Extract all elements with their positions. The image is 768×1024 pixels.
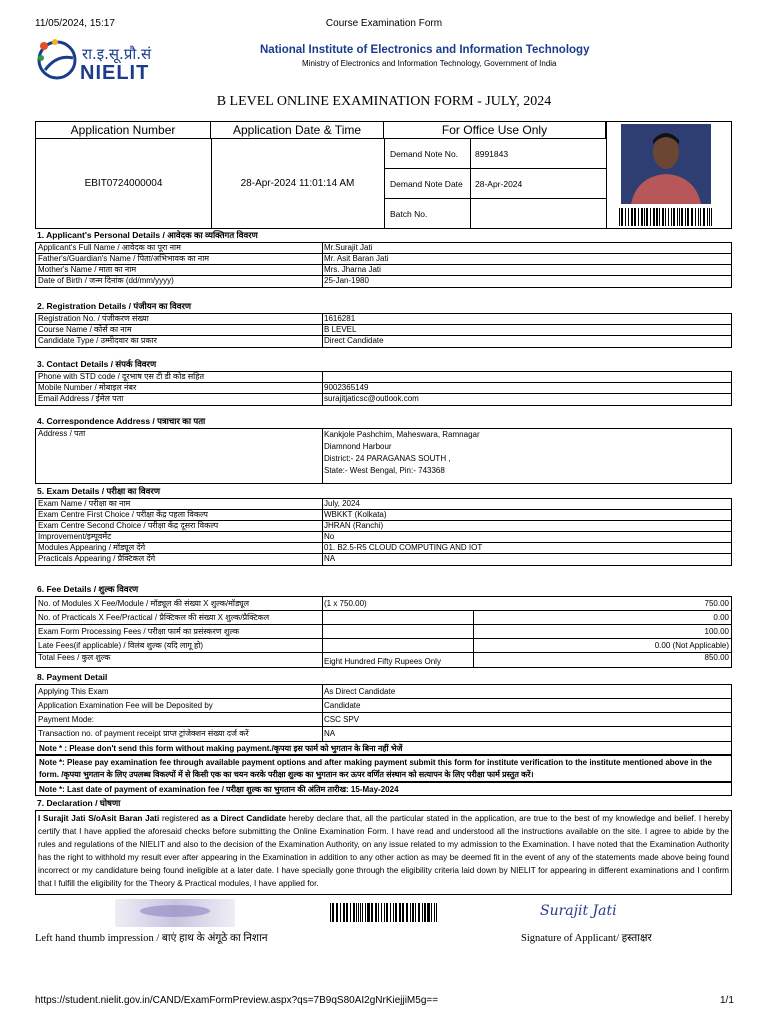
demand-note-date-label: Demand Note Date xyxy=(390,179,463,189)
fee-details-table xyxy=(35,596,732,668)
photo-barcode xyxy=(619,208,713,226)
applicant-photo xyxy=(621,124,711,204)
personal-details-table xyxy=(35,242,732,288)
section-declaration-title: 7. Declaration / घोषणा xyxy=(37,798,121,808)
modules-appearing: 01. B2.5-R5 CLOUD COMPUTING AND IOT xyxy=(324,543,483,552)
table-row: Father's/Guardian's Name / पिता/अभिभावक का नाम Mr. Asit Baran Jati xyxy=(36,254,731,265)
ministry-name: Ministry of Electronics and Information Technology, Government of India xyxy=(302,59,557,68)
thumb-print-mark xyxy=(140,905,210,917)
print-title: Course Examination Form xyxy=(325,18,443,29)
total-fee-words: Eight Hundred Fifty Rupees Only xyxy=(324,657,441,666)
section-exam-title: 5. Exam Details / परीक्षा का विवरण xyxy=(37,486,160,496)
table-row: Practicals Appearing / प्रैक्टिकल देंगे NA xyxy=(38,554,336,563)
table-row: Exam Centre Second Choice / परीक्षा केंद्र दूसरा विकल्प JHRAN (Ranchi) xyxy=(36,521,731,532)
print-page: 1/1 xyxy=(720,995,734,1006)
total-fee: 850.00 xyxy=(473,653,731,667)
table-row: Candidate Type / उम्मीदवार का प्रकार Direct Candidate xyxy=(38,336,384,345)
table-row: Late Fees(if applicable) / विलंब शुल्क (यदि लागू हो) 0.00 (Not Applicable) xyxy=(36,639,731,653)
print-datetime: 11/05/2024, 15:17 xyxy=(35,18,115,29)
contact-details-table xyxy=(35,371,732,406)
table-row: Mobile Number / मोबाइल नंबर 9002365149 xyxy=(36,383,731,394)
table-row: Date of Birth / जन्म दिनांक (dd/mm/yyyy) 25-Jan-1980 xyxy=(36,276,731,287)
header-application-date: Application Date & Time xyxy=(211,122,384,139)
mobile-number: 9002365149 xyxy=(324,383,369,392)
table-row: Phone with STD code / दूरभाष एस टी डी कोड सहित xyxy=(36,372,731,383)
section-personal-title: 1. Applicant's Personal Details / आवेदक का व्यक्तिगत विवरण xyxy=(37,230,258,240)
email-address: surajitjaticsc@outlook.com xyxy=(324,394,419,403)
applicant-signature: Surajit Jati xyxy=(540,903,617,919)
logo-english: NIELIT xyxy=(80,62,150,84)
form-title: B LEVEL ONLINE EXAMINATION FORM - JULY, 2024 xyxy=(216,94,552,109)
note-payment-instructions: Note *: Please pay examination fee through available payment options and after making payment submit this form for institute verification to the institute mentioned above in the form. /कृपया भुगतान के लिए उपलब्ध विकल्पों में से किसी एक का चयन करके परीक्षा शुल्क का भुगतान कर ऊपर वर्णित संस्थान को सत्यापन के लिए परीक्षा फार्म प्रस्तुत करें। xyxy=(35,755,732,782)
section-payment-title: 8. Payment Detail xyxy=(37,672,108,682)
signature-caption: Signature of Applicant/ हस्ताक्षर xyxy=(521,933,652,944)
note-last-date: Note *: Last date of payment of examination fee / परीक्षा शुल्क का भुगतान की अंतिम तारीख: 15-May-2024 xyxy=(35,782,732,796)
print-url: https://student.nielit.gov.in/CAND/ExamFormPreview.aspx?qs=7B9qS80AI2gNrKiejjiM5g== xyxy=(35,995,439,1006)
table-row: Email Address / ईमेल पता surajitjaticsc@outlook.com xyxy=(36,394,731,405)
section-contact-title: 3. Contact Details / संपर्क विवरण xyxy=(37,359,157,369)
table-row: No. of Practicals X Fee/Practical / प्रैक्टिकल की संख्या X शुल्क/प्रैक्टिकल 0.00 xyxy=(36,611,731,625)
note-no-payment: Note * : Please don't send this form without making payment./कृपया इस फार्म को भुगतान के बिना नहीं भेजें xyxy=(35,741,732,755)
logo-hindi: रा.इ.सू.प्रौ.सं xyxy=(82,45,152,63)
registration-details-table xyxy=(35,313,732,348)
table-row: Exam Form Processing Fees / परीक्षा फार्म का प्रसंस्करण शुल्क 100.00 xyxy=(36,625,731,639)
nielit-logo-icon xyxy=(35,36,79,84)
exam-details-table xyxy=(35,498,732,566)
application-number: EBIT0724000004 xyxy=(84,178,163,189)
date-of-birth: 25-Jan-1980 xyxy=(324,276,369,285)
table-row: Exam Name / परीक्षा का नाम July, 2024 xyxy=(36,499,731,510)
table-row: Applicant's Full Name / आवेदक का पूरा नाम Mr.Surajit Jati xyxy=(36,243,731,254)
table-row: Exam Centre First Choice / परीक्षा केंद्र पहला विकल्प WBKKT (Kolkata) xyxy=(36,510,731,521)
table-row: Application Examination Fee will be Deposited by Candidate xyxy=(36,699,731,713)
table-row: Address / पता Kankjole Pashchim, Maheswara, Ramnagar Diamnond Harbour District:- 24 PARAGANAS SOUTH , State:- West Bengal, Pin:- 743368 xyxy=(36,429,731,483)
mother-name: Mrs. Jharna Jati xyxy=(324,265,381,274)
demand-note-no-label: Demand Note No. xyxy=(390,149,459,159)
table-row: Total Fees / कुल शुल्क Eight Hundred Fifty Rupees Only 850.00 xyxy=(38,653,729,666)
institute-name: National Institute of Electronics and Information Technology xyxy=(260,44,590,56)
header-application-number: Application Number xyxy=(36,122,211,139)
table-row: Course Name / कोर्स का नाम B LEVEL xyxy=(36,325,731,336)
section-fee-title: 6. Fee Details / शुल्क विवरण xyxy=(37,584,139,594)
office-use-box xyxy=(384,139,606,228)
header-office-use: For Office Use Only xyxy=(384,122,606,139)
address-table xyxy=(35,428,732,484)
application-header-table xyxy=(35,121,732,229)
thumb-caption: Left hand thumb impression / बाएं हाथ के अंगूठे का निशान xyxy=(35,933,268,944)
applicant-name: Mr.Surajit Jati xyxy=(324,243,373,252)
application-date: 28-Apr-2024 11:01:14 AM xyxy=(240,178,355,189)
declaration-text: I Surajit Jati S/oAsit Baran Jati registered as a Direct Candidate hereby declare that, all the particular stated in the application, are true to the best of my knowledge and belief. I hereby certify that I have applied the aforesaid checks before submitting the Online Examination Form. I have read and understood all the instructions available on the site. I agree to abide by the rules and regulations of the NIELIT and also to the decision of the Examination Authority, on any issue related to my admission to the Examination. I have noted that the Examination Authority has the right to withhold my result ever after appearing in the Examination in addition to any other action as may be deemed fit in the event of any of the statements made above being found incorrect or my candidature being found ineligible at a later date. I have specially gone through the eligibility criteria laid down by NIELIT for appearing in different examinations and I confirm that I fulfill the eligibility for the Theory & Practical modules, I have applied for. xyxy=(35,810,732,895)
table-row: Payment Mode: CSC SPV xyxy=(36,713,731,727)
demand-note-no: 8991843 xyxy=(475,149,509,159)
section-address-title: 4. Correspondence Address / पत्राचार का पता xyxy=(37,416,206,426)
batch-no-label: Batch No. xyxy=(390,209,428,219)
table-row: Improvement/इम्पूवमेंट No xyxy=(36,532,731,543)
demand-note-date: 28-Apr-2024 xyxy=(475,179,523,189)
table-row: Modules Appearing / मॉड्यूल देंगे 01. B2.5-R5 CLOUD COMPUTING AND IOT xyxy=(36,543,731,554)
table-row: Registration No. / पंजीकरण संख्या 1616281 xyxy=(36,314,731,325)
father-name: Mr. Asit Baran Jati xyxy=(324,254,389,263)
table-row: Transaction no. of payment receipt प्राप्त ट्रांजेक्शन संख्या दर्ज करें NA xyxy=(36,727,731,741)
table-row: Mother's Name / माता का नाम Mrs. Jharna Jati xyxy=(36,265,731,276)
form-barcode xyxy=(330,903,438,922)
payment-details-table xyxy=(35,684,732,742)
table-row: Applying This Exam As Direct Candidate xyxy=(36,685,731,699)
section-registration-title: 2. Registration Details / पंजीयन का विवरण xyxy=(37,301,192,311)
address-value: Kankjole Pashchim, Maheswara, Ramnagar Diamnond Harbour District:- 24 PARAGANAS SOUTH , State:- West Bengal, Pin:- 743368 xyxy=(324,430,480,475)
table-row: No. of Modules X Fee/Module / मॉड्यूल की संख्या X शुल्क/मॉड्यूल (1 x 750.00) 750.00 xyxy=(36,597,731,611)
